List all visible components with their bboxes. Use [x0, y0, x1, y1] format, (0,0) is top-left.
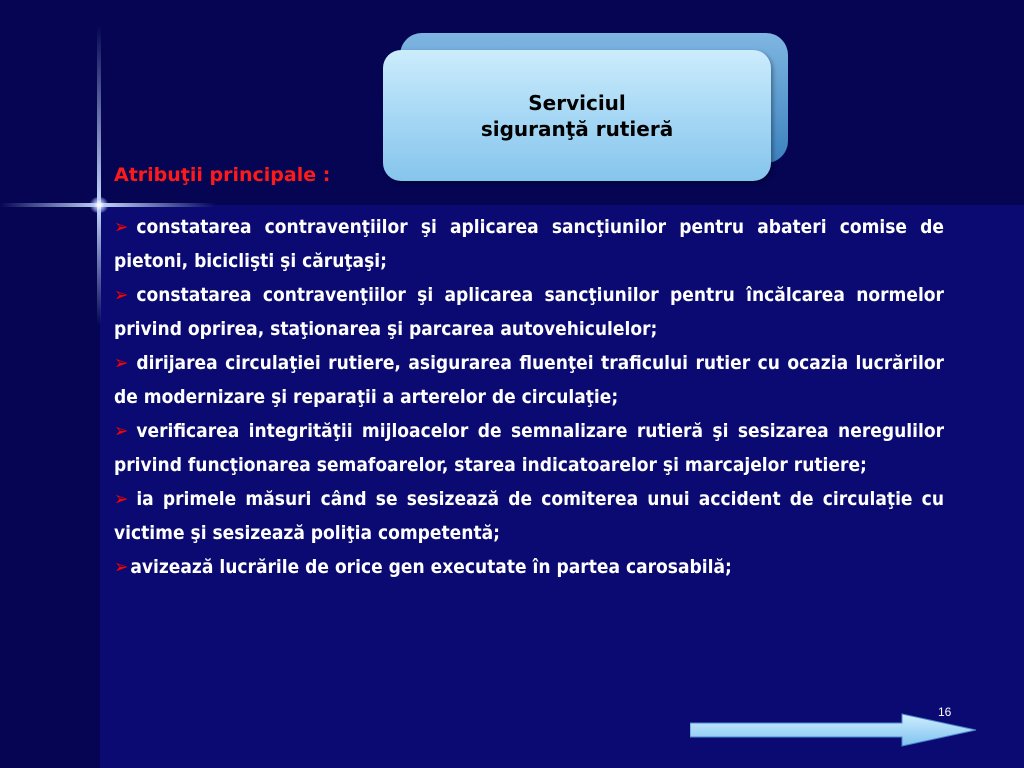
- list-item-text: dirijarea circulaţiei rutiere, asigurarea fluenţei traficului rutier cu ocazia lucrărilor de modernizare şi reparaţii a arterelor de circulaţie;: [114, 352, 944, 408]
- list-item: [114, 210, 944, 278]
- arrow-bullet-icon: ➢: [114, 216, 129, 238]
- bullet-list: [114, 210, 944, 584]
- next-slide-arrow-icon[interactable]: [690, 713, 980, 747]
- section-heading: Atribuţii principale :: [114, 164, 331, 186]
- list-item-text: constatarea contravenţiilor şi aplicarea sancţiunilor pentru abateri comise de pietoni, biciclişti şi căruţaşi;: [114, 216, 944, 272]
- left-band: [0, 0, 100, 768]
- list-item: [114, 278, 944, 346]
- arrow-bullet-icon: ➢: [114, 420, 129, 442]
- list-item-text: constatarea contravenţiilor şi aplicarea sancţiunilor pentru încălcarea normelor privind oprirea, staţionarea şi parcarea autovehiculelor;: [114, 284, 944, 340]
- title-line-2: siguranţă rutieră: [480, 116, 674, 141]
- arrow-bullet-icon: ➢: [114, 284, 129, 306]
- page-number: 16: [938, 705, 952, 719]
- list-item-text: avizează lucrările de orice gen executate în partea carosabilă;: [130, 556, 732, 578]
- arrow-bullet-icon: ➢: [114, 488, 129, 510]
- list-item: [114, 550, 944, 584]
- list-item: [114, 414, 944, 482]
- list-item-text: ia primele măsuri când se sesizează de comiterea unui accident de circulaţie cu victime şi sesizează poliţia competentă;: [114, 488, 944, 544]
- light-flare-vertical: [97, 25, 101, 325]
- title-box: [383, 50, 771, 181]
- list-item: [114, 482, 944, 550]
- light-flare-icon: [89, 197, 109, 213]
- title-line-1: Serviciul: [528, 90, 626, 115]
- arrow-bullet-icon: ➢: [114, 352, 129, 374]
- arrow-bullet-icon: ➢: [114, 556, 129, 578]
- list-item-text: verificarea integrităţii mijloacelor de semnalizare rutieră şi sesizarea neregulilor privind funcţionarea semafoarelor, starea indicatoarelor şi marcajelor rutiere;: [114, 420, 944, 476]
- list-item: [114, 346, 944, 414]
